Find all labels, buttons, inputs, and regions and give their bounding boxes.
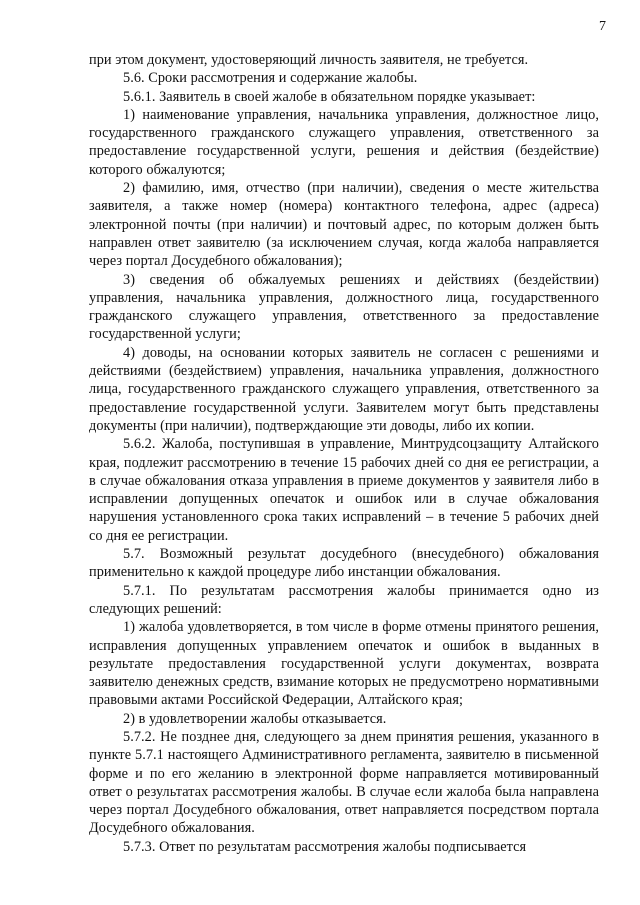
paragraph: 5.7.3. Ответ по результатам рассмотрения жалобы подписывается <box>123 838 527 855</box>
paragraph: 5.6.1. Заявитель в своей жалобе в обязательном порядке указывает: <box>123 88 536 105</box>
paragraph: при этом документ, удостоверяющий личность заявителя, не требуется. <box>89 52 529 68</box>
page-number: 7 <box>599 19 606 34</box>
list-item: 2) в удовлетворении жалобы отказывается. <box>123 710 387 727</box>
list-item: 1) жалоба удовлетворяется, в том числе в форме отмены принятого решения, исправления допущенных управлением опечаток и ошибок в выданных в результате предоставления государственной услуги документах, возврата заявителю денежных средств, взимание которых не предусмотрено нормативными правовыми актами Российской Федерации, Алтайского края; <box>89 619 599 709</box>
paragraph: 5.7.1. По результатам рассмотрения жалобы принимается одно из следующих решений: <box>89 582 599 617</box>
list-item: 1) наименование управления, начальника управления, должностное лицо, государственного гражданского служащего управления, ответственного за предоставление государственной услуги, решения и действия (бездействие) которого обжалуются; <box>89 106 599 178</box>
document-body <box>89 51 599 856</box>
list-item: 3) сведения об обжалуемых решениях и действиях (бездействии) управления, начальника управления, должностного лица, государственного гражданского служащего управления, ответственного за предоставление государственной услуги; <box>89 271 599 343</box>
list-item: 4) доводы, на основании которых заявитель не согласен с решениями и действиями (бездействием) управления, начальника управления, должностного лица, государственного гражданского служащего управления, ответственного за предоставление государственной услуги. Заявителем могут быть представлены документы (при наличии), подтверждающие эти доводы, либо их копии. <box>89 344 599 434</box>
list-item: 2) фамилию, имя, отчество (при наличии), сведения о месте жительства заявителя, а также номер (номера) контактного телефона, адрес (адреса) электронной почты (при наличии) и почтовый адрес, по которым должен быть направлен ответ заявителю (за исключением случая, когда жалоба направляется через портал Досудебного обжалования); <box>89 180 599 270</box>
paragraph: 5.6.2. Жалоба, поступившая в управление, Минтрудсоцзащиту Алтайского края, подлежит рассмотрению в течение 15 рабочих дней со дня ее регистрации, а в случае обжалования отказа управления в приеме документов у заявителя либо в исправлении допущенных опечаток и ошибок или в случае обжалования нарушения установленного срока таких исправлений – в течение 5 рабочих дней со дня ее регистрации. <box>89 436 599 544</box>
paragraph: 5.7.2. Не позднее дня, следующего за днем принятия решения, указанного в пункте 5.7.1 настоящего Административного регламента, заявителю в письменной форме и по его желанию в электронной форме направляется мотивированный ответ о результатах рассмотрения жалобы. В случае если жалоба была направлена через портал Досудебного обжалования, ответ направляется посредством портала Досудебного обжалования. <box>89 728 599 837</box>
section-heading: 5.6. Сроки рассмотрения и содержание жалобы. <box>123 70 418 87</box>
section-heading: 5.7. Возможный результат досудебного (внесудебного) обжалования применительно к каждой процедуре либо инстанции обжалования. <box>89 546 599 581</box>
